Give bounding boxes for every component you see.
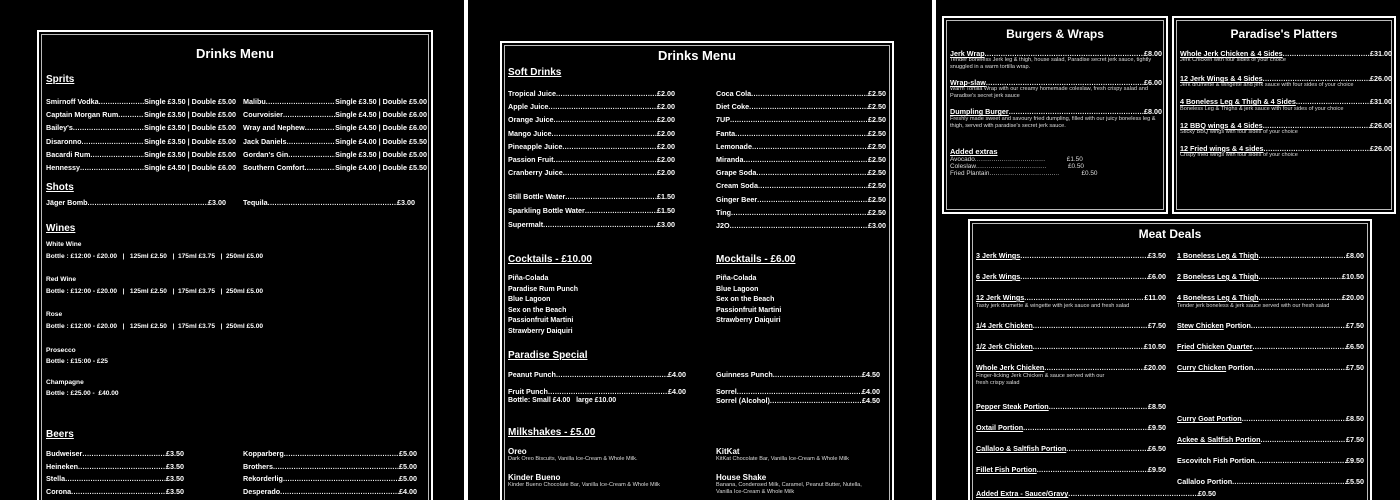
menu-item: Bacardi Rum ..... Single £3.50 | Double £5.00 xyxy=(46,151,236,158)
milkshake-kinder-bueno: Kinder Bueno Kinder Bueno Chocolate Bar, Vanilla Ice-Cream & Whole Milk xyxy=(508,473,660,488)
meat-deal-item: Whole Jerk Chicken ..... £20.00 Finger-licking Jerk Chicken & sauce served with our fresh crispy salad xyxy=(976,364,1166,403)
meat-deal-item: 3 Jerk Wings ..... £3.50 xyxy=(976,252,1166,273)
section-heading-sprits: Sprits xyxy=(46,74,75,85)
menu-item: Rekorderlig ..... £5.00 xyxy=(243,475,417,482)
platters-frame xyxy=(1172,16,1396,214)
milkshake-kitkat: KitKat KitKat Chocolate Bar, Vanilla Ice-Cream & Whole Milk xyxy=(716,447,849,462)
section-heading-paradise-special: Paradise Special xyxy=(508,350,588,361)
drinks-menu-panel-2 xyxy=(468,0,932,500)
menu-item: Ginger Beer ..... £2.50 xyxy=(716,196,886,203)
water-malt-column xyxy=(508,193,675,236)
meat-deal-item: Callaloo & Saltfish Portion ..... £6.50 xyxy=(976,445,1166,466)
section-heading-shots: Shots xyxy=(46,182,74,193)
meat-deal-item: Ackee & Saltfish Portion ..... £7.50 xyxy=(1177,436,1364,457)
menu-item: Passion Fruit ..... £2.00 xyxy=(508,156,675,163)
menu-item: Smirnoff Vodka ..... Single £3.50 | Double £5.00 xyxy=(46,98,236,105)
burger-item: Dumpling Burger ..... £8.00 Freshly made sweet and savoury fried dumpling, filled with our juicy boneless leg & thigh, served with paradise's secret jerk sauce. xyxy=(950,108,1162,129)
shots-left xyxy=(46,199,226,206)
menu-item: Tequila ..... £3.00 xyxy=(243,199,415,206)
wines-list xyxy=(46,242,426,398)
menu-item: Brothers ..... £5.00 xyxy=(243,463,417,470)
menu-item: Gordan's Gin ..... Single £3.50 | Double £5.00 xyxy=(243,151,427,158)
paradise-special-right xyxy=(716,371,880,405)
menu-item: J2O ..... £3.00 xyxy=(716,222,886,229)
platter-item: 4 Boneless Leg & Thigh & 4 Sides ..... £31.00 Boneless Leg & Thighs & jerk sauce with four sides of your choice xyxy=(1180,98,1392,112)
meat-deal-item: 12 Jerk Wings ..... £11.00 Tasty jerk drumette & wingette with jerk sauce and fresh salad xyxy=(976,294,1166,322)
meat-deals-right-column xyxy=(1177,252,1364,499)
milkshake-oreo: Oreo Dark Oreo Biscuits, Vanilla Ice-Cream & Whole Milk. xyxy=(508,447,638,462)
menu-item: Fanta ..... £2.50 xyxy=(716,130,886,137)
sprits-left-column xyxy=(46,98,236,177)
menu-item: Pineapple Juice ..... £2.00 xyxy=(508,143,675,150)
cocktail-item: Strawberry Daiquiri xyxy=(508,327,573,335)
menu-item: Jack Daniels ..... Single £4.00 | Double £5.50 xyxy=(243,138,427,145)
menu-item: Corona ..... £3.50 xyxy=(46,488,184,495)
beers-right-column xyxy=(243,450,417,500)
drinks-menu-panel-1 xyxy=(0,0,464,500)
menu-item: Captain Morgan Rum ..... Single £3.50 | Double £5.00 xyxy=(46,111,236,118)
menu-item: Apple Juice ..... £2.00 xyxy=(508,103,675,110)
menu-item: Sorrel ..... £4.00 xyxy=(716,388,880,395)
platter-item: Whole Jerk Chicken & 4 Sides ..... £31.00 Jerk Chicken with four sides of your choice xyxy=(1180,50,1392,64)
added-extra-sauce: Added Extra - Sauce/Gravy ..... £0.50 xyxy=(976,490,1216,497)
menu-item: Wray and Nephew ..... Single £4.50 | Double £6.00 xyxy=(243,124,427,131)
menu-item: Courvoisier ..... Single £4.50 | Double £6.00 xyxy=(243,111,427,118)
cocktail-item: Piña-Colada xyxy=(508,275,549,282)
menu-item: Stella ..... £3.50 xyxy=(46,475,184,482)
drinks-menu-frame-1 xyxy=(37,30,433,500)
platter-item: 12 BBQ wings & 4 Sides ..... £26.00 Sticky BBQ wings with four sides of your choice xyxy=(1180,122,1392,136)
cocktail-item: Sex on the Beach xyxy=(508,306,567,314)
mocktails-list xyxy=(716,275,876,328)
meat-deals-title: Meat Deals xyxy=(1138,227,1202,241)
extra-item: Coleslaw ..... £0.50 xyxy=(950,164,1100,170)
platters-title: Paradise's Platters xyxy=(1230,27,1338,41)
cocktail-item: Passionfruit Martini xyxy=(508,317,574,324)
wine-item: Prosecco Bottle : £15:00 - £25 xyxy=(46,346,108,366)
meat-deal-item: 1 Boneless Leg & Thigh ..... £8.00 xyxy=(1177,252,1364,273)
page-title: Drinks Menu xyxy=(195,46,274,61)
meat-deal-item: 6 Jerk Wings ..... £6.00 xyxy=(976,273,1166,294)
drinks-menu-frame-2 xyxy=(500,41,894,500)
platter-item: 12 Fried wings & 4 sides ..... £26.00 Crispy fried wings with four sides of your choice xyxy=(1180,145,1392,159)
cocktail-item: Paradise Rum Punch xyxy=(508,285,579,293)
menu-item: Diet Coke ..... £2.50 xyxy=(716,103,886,110)
menu-item: Malibu ..... Single £3.50 | Double £5.00 xyxy=(243,98,427,105)
beers-left-column xyxy=(46,450,184,500)
menu-item: Bailey's ..... Single £3.50 | Double £5.00 xyxy=(46,124,236,131)
menu-item: Peanut Punch ..... £4.00 xyxy=(508,371,686,378)
platters-list xyxy=(1180,50,1392,168)
wine-item: Rose Bottle : £12:00 - £20.00 | 125ml £2.50 | 175ml £3.75 | 250ml £5.00 xyxy=(46,311,264,330)
platter-item: 12 Jerk Wings & 4 Sides ..... £26.00 Jerk drumette & wingette and jerk sauce with four sides of your choice xyxy=(1180,75,1392,89)
menu-item: Jäger Bomb ..... £3.00 xyxy=(46,199,226,206)
meat-deal-item: Stew Chicken Portion ..... £7.50 xyxy=(1177,322,1364,343)
menu-item: Supermalt ..... £3.00 xyxy=(508,221,675,228)
cocktails-list xyxy=(508,275,668,338)
meat-deal-item: Pepper Steak Portion ..... £8.50 xyxy=(976,403,1166,424)
meat-deal-item: Oxtail Portion ..... £9.50 xyxy=(976,424,1166,445)
menu-item: Still Bottle Water ..... £1.50 xyxy=(508,193,675,200)
menu-item: Kopparberg ..... £5.00 xyxy=(243,450,417,457)
menu-item: Hennessy ..... Single £4.50 | Double £6.00 xyxy=(46,164,236,171)
menu-item: Grape Soda ..... £2.50 xyxy=(716,169,886,176)
section-heading-soft-drinks: Soft Drinks xyxy=(508,67,562,78)
meat-deal-item: 1/4 Jerk Chicken ..... £7.50 xyxy=(976,322,1166,343)
mocktail-item: Sex on the Beach xyxy=(716,296,775,303)
sprits-right-column xyxy=(243,98,427,177)
meat-deals-frame xyxy=(968,219,1372,500)
soft-drinks-right-column xyxy=(716,90,886,235)
burger-item: Jerk Wrap ..... £8.00 Tender boneless Jerk leg & thigh, house salad, Paradise secret jerk sauce, tightly snuggled in a warm tortilla wrap. xyxy=(950,50,1162,71)
meat-deal-item: 2 Boneless Leg & Thigh ..... £10.50 xyxy=(1177,273,1364,294)
mocktail-item: Piña-Colada xyxy=(716,275,757,282)
menu-item: Sparkling Bottle Water ..... £1.50 xyxy=(508,207,675,214)
menu-item: Tropical Juice ..... £2.00 xyxy=(508,90,675,97)
menu-item: 7UP ..... £2.50 xyxy=(716,116,886,123)
cocktail-item: Blue Lagoon xyxy=(508,296,551,303)
menu-item: Lemonade ..... £2.50 xyxy=(716,143,886,150)
meat-deal-item: Escovitch Fish Portion ..... £9.50 xyxy=(1177,457,1364,478)
extras-list xyxy=(950,157,1100,178)
menu-item: Heineken ..... £3.50 xyxy=(46,463,184,470)
menu-item: Coca Cola ..... £2.50 xyxy=(716,90,886,97)
section-heading-milkshakes: Milkshakes - £5.00 xyxy=(508,427,596,438)
burger-item: Wrap-slaw ..... £6.00 Warm Tortilla Wrap with our creamy homemade coleslaw, fresh crispy salad and Paradise's secret jerk sauce xyxy=(950,79,1162,100)
menu-item: Southern Comfort ..... Single £4.00 | Double £5.50 xyxy=(243,164,427,171)
burgers-wraps-frame xyxy=(942,16,1168,214)
soft-drinks-left-column xyxy=(508,90,675,182)
menu-item: Orange Juice ..... £2.00 xyxy=(508,116,675,123)
mocktail-item: Passionfruit Martini xyxy=(716,306,782,314)
menu-item: Mango Juice ..... £2.00 xyxy=(508,130,675,137)
menu-item: Cranberry Juice ..... £2.00 xyxy=(508,169,675,176)
extra-item: Fried Plantain ..... £0.50 xyxy=(950,171,1100,177)
menu-item: Disaronno ..... Single £3.50 | Double £5.00 xyxy=(46,138,236,145)
page-title: Drinks Menu xyxy=(657,48,736,63)
menu-item: Miranda ..... £2.50 xyxy=(716,156,886,163)
meat-deal-item: Curry Goat Portion ..... £8.50 xyxy=(1177,415,1364,436)
milkshake-house-shake: House Shake Banana, Condensed Milk, Caramel, Peanut Butter, Nutella, Vanilla Ice-Cream & Whole Milk xyxy=(716,473,862,495)
paradise-special-left xyxy=(508,371,686,404)
fruit-punch-bottle-note: Bottle: Small £4.00 large £10.00 xyxy=(508,397,617,405)
mocktail-item: Strawberry Daiquiri xyxy=(716,317,781,324)
meat-deal-item: Fillet Fish Portion ..... £9.50 xyxy=(976,466,1166,487)
menu-item: Guinness Punch ..... £4.50 xyxy=(716,371,880,378)
section-heading-beers: Beers xyxy=(46,429,74,440)
menu-item: Fruit Punch ..... £4.00 xyxy=(508,388,686,395)
wine-item: Red Wine Bottle : £12:00 - £20.00 | 125ml £2.50 | 175ml £3.75 | 250ml £5.00 xyxy=(46,276,264,295)
meat-deals-left-column xyxy=(976,252,1166,487)
menu-item: Budweiser ..... £3.50 xyxy=(46,450,184,457)
menu-item: Desperado ..... £4.00 xyxy=(243,488,417,495)
section-heading-mocktails: Mocktails - £6.00 xyxy=(716,254,796,265)
menu-item: Ting ..... £2.50 xyxy=(716,209,886,216)
wine-item: White Wine Bottle : £12:00 - £20.00 | 125ml £2.50 | 175ml £3.75 | 250ml £5.00 xyxy=(46,241,264,260)
food-menu-panel xyxy=(936,0,1400,500)
added-extras: Added extras Avocado ..... £1.50 Coleslaw ..... £0.50 Fried Plantain ..... £0.50 xyxy=(950,148,1100,179)
wine-item: Champagne Bottle : £25.00 - £40.00 xyxy=(46,378,119,398)
section-heading-wines: Wines xyxy=(46,223,76,234)
burgers-wraps-title: Burgers & Wraps xyxy=(1006,27,1104,41)
section-heading-cocktails: Cocktails - £10.00 xyxy=(508,254,592,265)
meat-deal-item: 1/2 Jerk Chicken ..... £10.50 xyxy=(976,343,1166,364)
meat-deal-item: Fried Chicken Quarter ..... £6.50 xyxy=(1177,343,1364,364)
meat-deal-item: Callaloo Portion ..... £5.50 xyxy=(1177,478,1364,499)
burgers-list xyxy=(950,50,1162,138)
menu-item: Sorrel (Alcohol) ..... £4.50 xyxy=(716,397,880,404)
shots-right xyxy=(243,199,415,206)
meat-deal-item: 4 Boneless Leg & Thigh ..... £20.00 Tender jerk boneless & jerk sauce served with our fresh salad xyxy=(1177,294,1364,322)
menu-item: Cream Soda ..... £2.50 xyxy=(716,182,886,189)
extra-item: Avocado ..... £1.50 xyxy=(950,157,1100,163)
meat-deal-item: Curry Chicken Portion ..... £7.50 xyxy=(1177,364,1364,385)
mocktail-item: Blue Lagoon xyxy=(716,285,759,293)
